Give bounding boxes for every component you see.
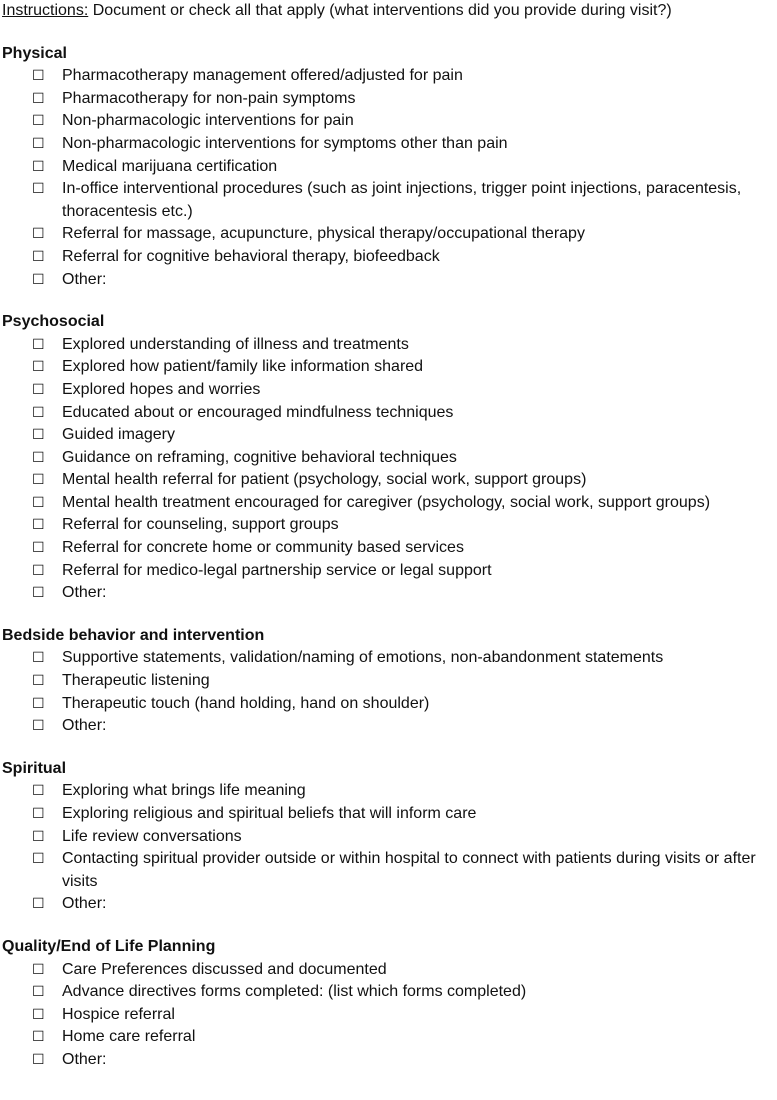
instructions-text: Document or check all that apply (what interventions did you provide during visit?) [88,2,672,19]
checklist-item [2,1004,777,1027]
checklist-item-label: Mental health referral for patient (psychology, social work, support groups) [62,471,587,489]
checkbox[interactable]: ☐ [32,472,45,489]
section-title: Spiritual [2,759,67,777]
checklist-item [2,893,777,916]
section-title: Bedside behavior and intervention [2,626,265,644]
checklist [2,334,777,605]
section-title: Physical [2,44,67,62]
checklist-item-label: Home care referral [62,1028,196,1046]
checklist-item [2,848,777,893]
section-spiritual [2,758,777,916]
checklist-item-label: Contacting spiritual provider outside or within hospital to connect with patients during visits or after visits [62,850,756,890]
checklist-item [2,693,777,716]
checklist-item-label: Supportive statements, validation/naming of emotions, non-abandonment statements [62,649,664,667]
checklist-item-label: Non-pharmacologic interventions for pain [62,112,354,130]
checklist-item [2,647,777,670]
checklist-item-label: Medical marijuana certification [62,157,278,175]
section-bedside-behavior-and-intervention [2,625,777,738]
checklist-item [2,133,777,156]
checkbox[interactable]: ☐ [32,783,45,800]
checkbox[interactable]: ☐ [32,135,45,152]
checklist-item [2,88,777,111]
checkbox[interactable]: ☐ [32,427,45,444]
checkbox[interactable]: ☐ [32,517,45,534]
checklist-item [2,246,777,269]
checkbox[interactable]: ☐ [32,381,45,398]
checkbox[interactable]: ☐ [32,585,45,602]
checklist-item [2,537,777,560]
checklist-item [2,981,777,1004]
checkbox[interactable]: ☐ [32,359,45,376]
checklist-item-label: Exploring religious and spiritual beliefs that will inform care [62,805,477,822]
checkbox[interactable]: ☐ [32,404,45,421]
checklist-item [2,803,777,826]
checkbox[interactable]: ☐ [32,984,45,1001]
checklist-item [2,65,777,88]
checkbox[interactable]: ☐ [32,828,45,845]
checklist [2,647,777,737]
checklist-item-label: Other: [62,895,107,913]
checkbox[interactable]: ☐ [32,896,45,913]
checklist-item [2,514,777,537]
checkbox[interactable]: ☐ [32,68,45,85]
checklist-item-label: Other: [62,270,107,288]
checklist-item-label: Hospice referral [62,1005,175,1023]
checklist-item-label: Care Preferences discussed and documented [62,960,387,978]
checklist-item-label: Therapeutic listening [62,672,210,690]
checklist-item-label: Explored how patient/family like information shared [62,358,424,376]
checklist-item [2,1049,777,1072]
checklist-item-label: Other: [62,584,107,602]
checkbox[interactable]: ☐ [32,90,45,107]
checkbox[interactable]: ☐ [32,695,45,712]
checkbox[interactable]: ☐ [32,1051,45,1068]
checklist-item-label: Referral for counseling, support groups [62,516,339,534]
checkbox[interactable]: ☐ [32,336,45,353]
checklist-item [2,826,777,849]
checkbox[interactable]: ☐ [32,181,45,198]
checklist-item-label: Pharmacotherapy management offered/adjusted for pain [62,67,463,85]
checklist-item [2,715,777,738]
checklist-item-label: Guided imagery [62,426,175,444]
checklist-item [2,356,777,379]
checklist-item-label: Other: [62,1050,107,1068]
checkbox[interactable]: ☐ [32,158,45,175]
checklist-item [2,780,777,803]
checkbox[interactable]: ☐ [32,851,45,868]
checkbox[interactable]: ☐ [32,650,45,667]
checklist-item [2,469,777,492]
checklist-item [2,582,777,605]
checklist-item-label: Non-pharmacologic interventions for symptoms other than pain [62,134,508,152]
checklist-item [2,334,777,357]
checkbox[interactable]: ☐ [32,718,45,735]
checkbox[interactable]: ☐ [32,1006,45,1023]
section-psychosocial [2,311,777,605]
checklist-item [2,670,777,693]
checkbox[interactable]: ☐ [32,226,45,243]
checklist-item [2,269,777,292]
checklist-item-label: Therapeutic touch (hand holding, hand on shoulder) [62,694,430,712]
section-physical [2,43,777,292]
checklist-item [2,424,777,447]
checkbox[interactable]: ☐ [32,673,45,690]
checklist-item-label: Referral for massage, acupuncture, physical therapy/occupational therapy [62,225,585,243]
checklist-item [2,1026,777,1049]
checklist-item-label: Pharmacotherapy for non-pain symptoms [62,89,356,107]
checklist-item-label: Advance directives forms completed: (list which forms completed) [62,983,527,1001]
section-title: Psychosocial [2,313,105,331]
checkbox[interactable]: ☐ [32,961,45,978]
checklist-item [2,379,777,402]
checklist-item-label: Life review conversations [62,827,242,845]
checklist-item [2,156,777,179]
checkbox[interactable]: ☐ [32,1029,45,1046]
checklist-item [2,178,777,223]
instructions [2,0,777,23]
checklist-item [2,402,777,425]
checklist-item [2,959,777,982]
checkbox[interactable]: ☐ [32,494,45,511]
checklist [2,780,777,916]
checklist-item-label: Referral for cognitive behavioral therapy, biofeedback [62,247,440,265]
checklist-item-label: Referral for medico-legal partnership service or legal support [62,561,492,579]
checklist-item [2,447,777,470]
checklist-item [2,110,777,133]
checklist-item-label: Exploring what brings life meaning [62,782,306,800]
checklist-item-label: In-office interventional procedures (such as joint injections, trigger point injections, paracentesis, thoracentesis etc.) [62,180,742,220]
checklist-item [2,223,777,246]
checklist-item-label: Mental health treatment encouraged for caregiver (psychology, social work, support groups) [62,493,711,511]
checkbox[interactable]: ☐ [32,540,45,557]
checklist-item [2,492,777,515]
checklist [2,959,777,1072]
checkbox[interactable]: ☐ [32,449,45,466]
checklist-item-label: Explored hopes and worries [62,380,261,398]
checklist-item [2,560,777,583]
checkbox[interactable]: ☐ [32,806,45,822]
checklist-item-label: Other: [62,717,107,735]
checklist-item-label: Explored understanding of illness and treatments [62,335,409,353]
checklist-item-label: Educated about or encouraged mindfulness techniques [62,403,454,421]
checklist-item-label: Guidance on reframing, cognitive behavioral techniques [62,448,457,466]
checkbox[interactable]: ☐ [32,113,45,130]
section-title: Quality/End of Life Planning [2,937,216,955]
checkbox[interactable]: ☐ [32,271,45,288]
sections-container [2,43,777,1072]
instructions-label: Instructions: [2,2,89,19]
checkbox[interactable]: ☐ [32,248,45,265]
section-quality-end-of-life-planning [2,936,777,1072]
checkbox[interactable]: ☐ [32,562,45,579]
checklist [2,65,777,291]
checklist-item-label: Referral for concrete home or community based services [62,539,464,557]
